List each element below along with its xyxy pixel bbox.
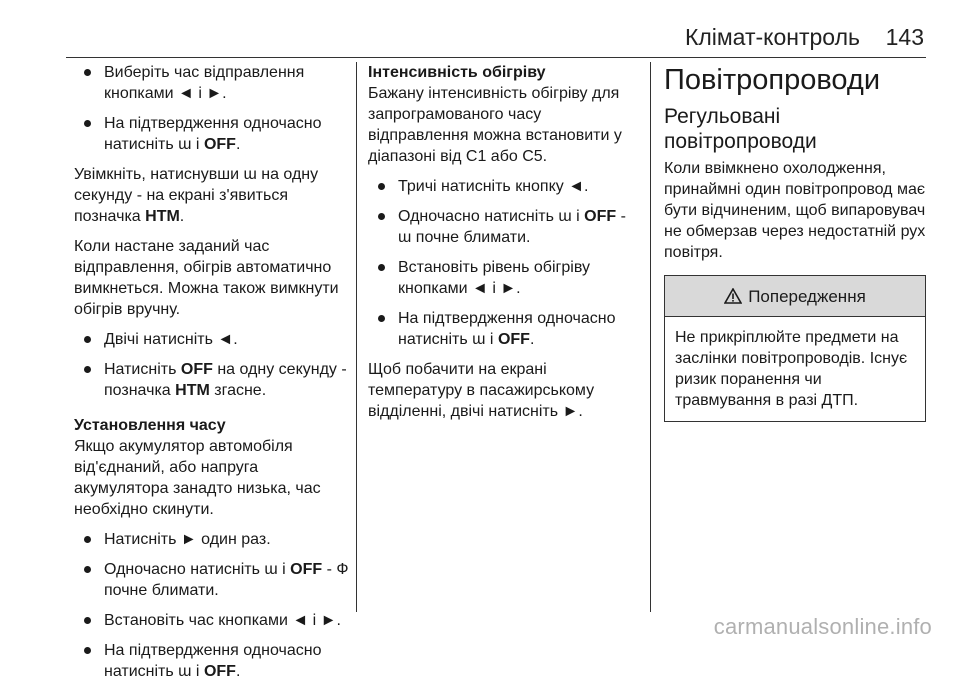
list-item: Встановіть час кнопками ◄ і ►. — [74, 610, 350, 631]
list-item: На підтвердження одночасно натисніть ɯ і OFF. — [74, 113, 350, 155]
list-item: На підтвердження одночасно натисніть ɯ і OFF. — [368, 308, 640, 350]
column-3 — [664, 62, 926, 422]
section-heading: Інтенсивність обігріву — [368, 64, 546, 81]
warning-triangle-icon — [724, 288, 742, 304]
column-divider — [650, 62, 651, 612]
page-title: Клімат-контроль — [684, 24, 860, 50]
list-item: Двічі натисніть ◄. — [74, 329, 350, 350]
column-divider — [356, 62, 357, 612]
paragraph: Бажану інтенсивність обігріву для запрограмованого часу відправлення можна встановити у діапазоні від C1 або C5. — [368, 85, 622, 165]
paragraph: Якщо акумулятор автомобіля від'єднаний, або напруга акумулятора занадто низька, час необхідно скинути. — [74, 438, 321, 518]
watermark: carmanualsonline.info — [713, 614, 932, 639]
page-header — [0, 0, 960, 58]
warning-box — [664, 275, 926, 422]
section-title: Повітропроводи — [664, 64, 881, 96]
subsection-title: Регульовані повітропроводи — [664, 105, 817, 153]
list-item: Натисніть OFF на одну секунду - позначка HTM згасне. — [74, 359, 350, 401]
paragraph: Увімкніть, натиснувши ɯ на одну секунду - на екрані з'явиться позначка HTM. — [74, 166, 319, 225]
list-item: На підтвердження одночасно натисніть ɯ і OFF. — [74, 640, 350, 682]
list-item: Одночасно натисніть ɯ і OFF - ɯ почне блимати. — [368, 206, 640, 248]
paragraph: Щоб побачити на екрані температуру в пасажирському відділенні, двічі натисніть ►. — [368, 361, 595, 420]
section-heading: Установлення часу — [74, 417, 226, 434]
list-item: Натисніть ► один раз. — [74, 529, 350, 550]
warning-text: Не прикріплюйте предмети на заслінки повітропроводів. Існує ризик поранення чи травмування в разі ДТП. — [675, 329, 908, 409]
list-item: Встановіть рівень обігріву кнопками ◄ і ►. — [368, 257, 640, 299]
paragraph: Коли ввімкнено охолодження, принаймні один повітропровод має бути відчиненим, щоб випаровувач не обмерзав через недостатній рух повітря. — [664, 160, 926, 261]
list-item: Тричі натисніть кнопку ◄. — [368, 176, 640, 197]
header-divider — [66, 57, 926, 58]
column-1 — [74, 62, 350, 691]
list-item: Виберіть час відправлення кнопками ◄ і ►. — [74, 62, 350, 104]
warning-header — [665, 276, 925, 317]
column-2 — [368, 62, 640, 431]
paragraph: Коли настане заданий час відправлення, обігрів автоматично вимкнеться. Можна також вимкнути обігрів вручну. — [74, 238, 339, 318]
warning-title: Попередження — [748, 286, 866, 306]
page-number: 143 — [885, 24, 924, 50]
list-item: Одночасно натисніть ɯ і OFF - Ф почне блимати. — [74, 559, 350, 601]
